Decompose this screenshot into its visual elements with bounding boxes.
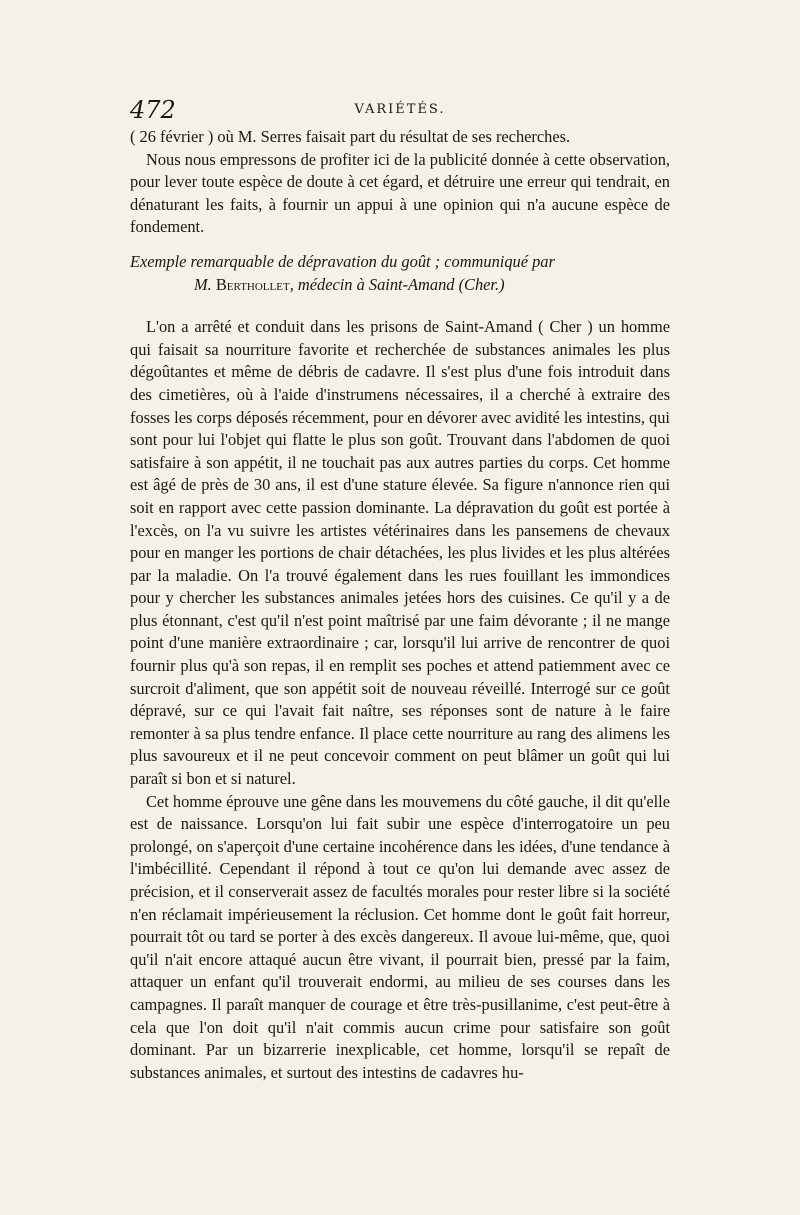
article-title-text: Exemple remarquable de dépravation du goût ; communiqué par xyxy=(130,251,555,271)
article-byline xyxy=(130,274,670,297)
article-paragraph-2: Cet homme éprouve une gêne dans les mouvemens du côté gauche, il dit qu'elle est de naissance. Lorsqu'on lui fait subir une espèce d'interrogatoire un peu prolongé, on s'aperçoit d'une certaine incohérence dans les idées, d'une tendance à l'imbécillité. Cependant il répond à tout ce qu'on lui demande avec assez de précision, et il conserverait assez de facultés morales pour rester libre si la société n'en réclamait impérieusement la réclusion. Cet homme dont le goût fait horreur, pourrait tôt ou tard se porter à des excès dangereux. Il avoue lui-même, que, quoi qu'il n'ait encore attaqué aucun être vivant, il pourrait bien, pressé par la faim, attaquer un enfant qu'il trouverait endormi, au milieu de ses courses dans les campagnes. Il paraît manquer de courage et être très-pusillanime, c'est peut-être à cela que l'on doit qu'il n'ait commis aucun crime pour satisfaire son goût dominant. Par un bizarrerie inexplicable, cet homme, lorsqu'il se repaît de substances animales, et surtout des intestins de cadavres hu- xyxy=(130,791,670,1082)
intro-paragraph: Nous nous empressons de profiter ici de la publicité donnée à cette observation, pour lever toute espèce de doute à cet égard, et détruire une erreur qui tendrait, en dénaturant les faits, à fournir un appui à une opinion qui n'a aucune espèce de fondement. xyxy=(130,149,670,237)
page-number: 472 xyxy=(130,96,176,124)
article-body xyxy=(130,316,670,1084)
author-name: Berthollet xyxy=(215,274,290,294)
running-head xyxy=(130,96,670,126)
section-title: VARIÉTÉS. xyxy=(354,102,446,117)
author-place: Cher xyxy=(464,274,495,294)
title-end: .) xyxy=(495,274,505,294)
author-prefix: M. xyxy=(194,274,212,294)
book-page xyxy=(130,96,670,1084)
article-paragraph-1: L'on a arrêté et conduit dans les prisons de Saint-Amand ( Cher ) un homme qui faisait sa nourriture favorite et recherchée de substances animales les plus dégoûtantes et même de débris de cadavre. Il s'est plus d'une fois introduit dans des cimetières, où à l'aide d'instrumens nécessaires, il a cherché à extraire des fosses les corps déposés récemment, pour en dévorer avec avidité les intestins, qui sont pour lui l'objet qui flatte le plus son goût. Trouvant dans l'abdomen de quoi satisfaire à son appétit, il ne touchait pas aux autres parties du corps. Cet homme est âgé de près de 30 ans, il est d'une stature élevée. Sa figure n'annonce rien qui soit en rapport avec cette passion dominante. La dépravation du goût est portée à l'excès, on l'a vu suivre les artistes vétérinaires dans les pansemens de chevaux pour en manger les portions de chair détachées, les plus livides et les plus altérées par la maladie. On l'a trouvé également dans les rues fouillant les immondices pour y chercher les substances animales jetées hors des cuisines. Ce qu'il y a de plus étonnant, c'est qu'il n'est point maîtrisé par une faim dévorante ; il ne mange point d'une manière extraordinaire ; car, lorsqu'il lui arrive de rencontrer de quoi fournir plus qu'à son repas, il en remplit ses poches et attend patiemment avec ce surcroit d'aliment, que son appétit soit de nouveau réveillé. Interrogé sur ce goût dépravé, sur ce qui l'avait fait naître, ses réponses sont de nature à le faire remonter à sa plus tendre enfance. Il place cette nourriture au rang des alimens les plus savoureux et il ne peut concevoir comment on peut blâmer un goût qui lui paraît si bon et si naturel. xyxy=(130,317,670,789)
article-title xyxy=(130,251,670,296)
author-role: , médecin à Saint-Amand ( xyxy=(289,274,465,294)
intro-line: ( 26 février ) où M. Serres faisait part du résultat de ses recherches. xyxy=(130,127,571,146)
